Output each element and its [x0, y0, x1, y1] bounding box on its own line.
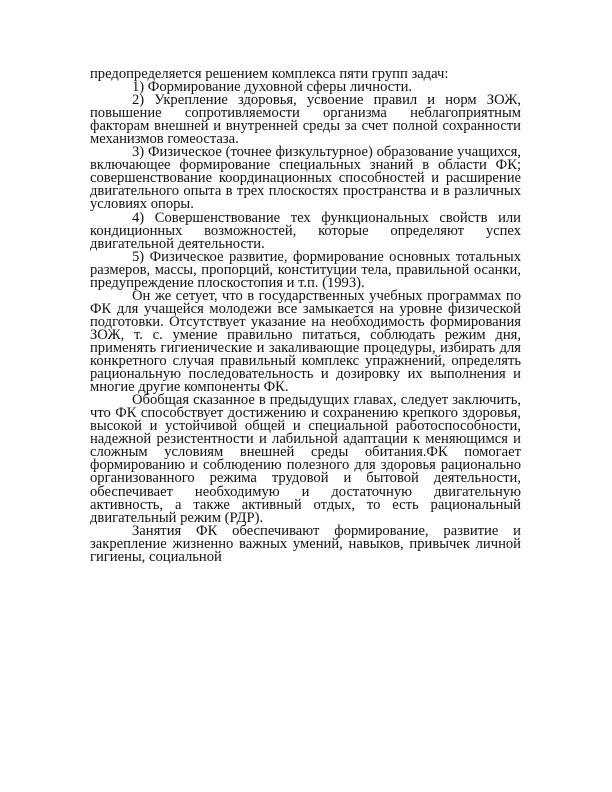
- paragraph-task-3: 3) Физическое (точнее физкультурное) образование учащихся, включающее формирование специальных знаний в области ФК; совершенствование координационных способностей и расширение двигательного опыта в трех плоскостях пространства и в различных условиях опоры.: [90, 144, 521, 213]
- paragraph-conclusion: Обобщая сказанное в предыдущих главах, следует заключить, что ФК способствует достижению и сохранению крепкого здоровья, высокой и устойчивой общей и специальной работоспособности, надежной резистентности и лабильной адаптации к меняющимся и сложным условиям внешней среды обитания.ФК помогает формированию и соблюдению полезного для здоровья рационально организованного режима трудовой и бытовой деятельности, обеспечивает необходимую и достаточную двигательную активность, а также активный отдых, то есть рациональный двигательный режим (РДР).: [90, 392, 521, 526]
- paragraph-fk-classes: Занятия ФК обеспечивают формирование, развитие и закрепление жизненно важных умений, навыков, привычек личной гигиены, социальной: [90, 522, 521, 565]
- paragraph-intro: предопределяется решением комплекса пяти групп задач:: [90, 66, 449, 82]
- paragraph-task-4: 4) Совершенствование тех функциональных свойств или кондиционных возможностей, которые определяют успех двигательной деятельности.: [90, 209, 521, 252]
- paragraph-task-5: 5) Физическое развитие, формирование основных тотальных размеров, массы, пропорций, конституции тела, правильной осанки, предупреждение плоскостопия и т.п. (1993).: [90, 248, 521, 291]
- paragraph-task-1: 1) Формирование духовной сферы личности.: [132, 79, 413, 96]
- paragraph-task-2: 2) Укрепление здоровья, усвоение правил и норм ЗОЖ, повышение сопротивляемости организма неблагоприятным факторам внешней и внутренней среды за счет полной сохранности механизмов гомеостаза.: [90, 92, 521, 148]
- document-body: [90, 68, 521, 564]
- paragraph-programs: Он же сетует, что в государственных учебных программах по ФК для учащейся молодежи все замыкается на уровне физической подготовки. Отсутствует указание на необходимость формирования ЗОЖ, т. с. умение правильно питаться, соблюдать режим дня, применять гигиенические и закаливающие процедуры, избирать для конкретного случая правильный комплекс упражнений, определять рациональную последовательность и дозировку их выполнения и многие другие компоненты ФК.: [90, 287, 521, 396]
